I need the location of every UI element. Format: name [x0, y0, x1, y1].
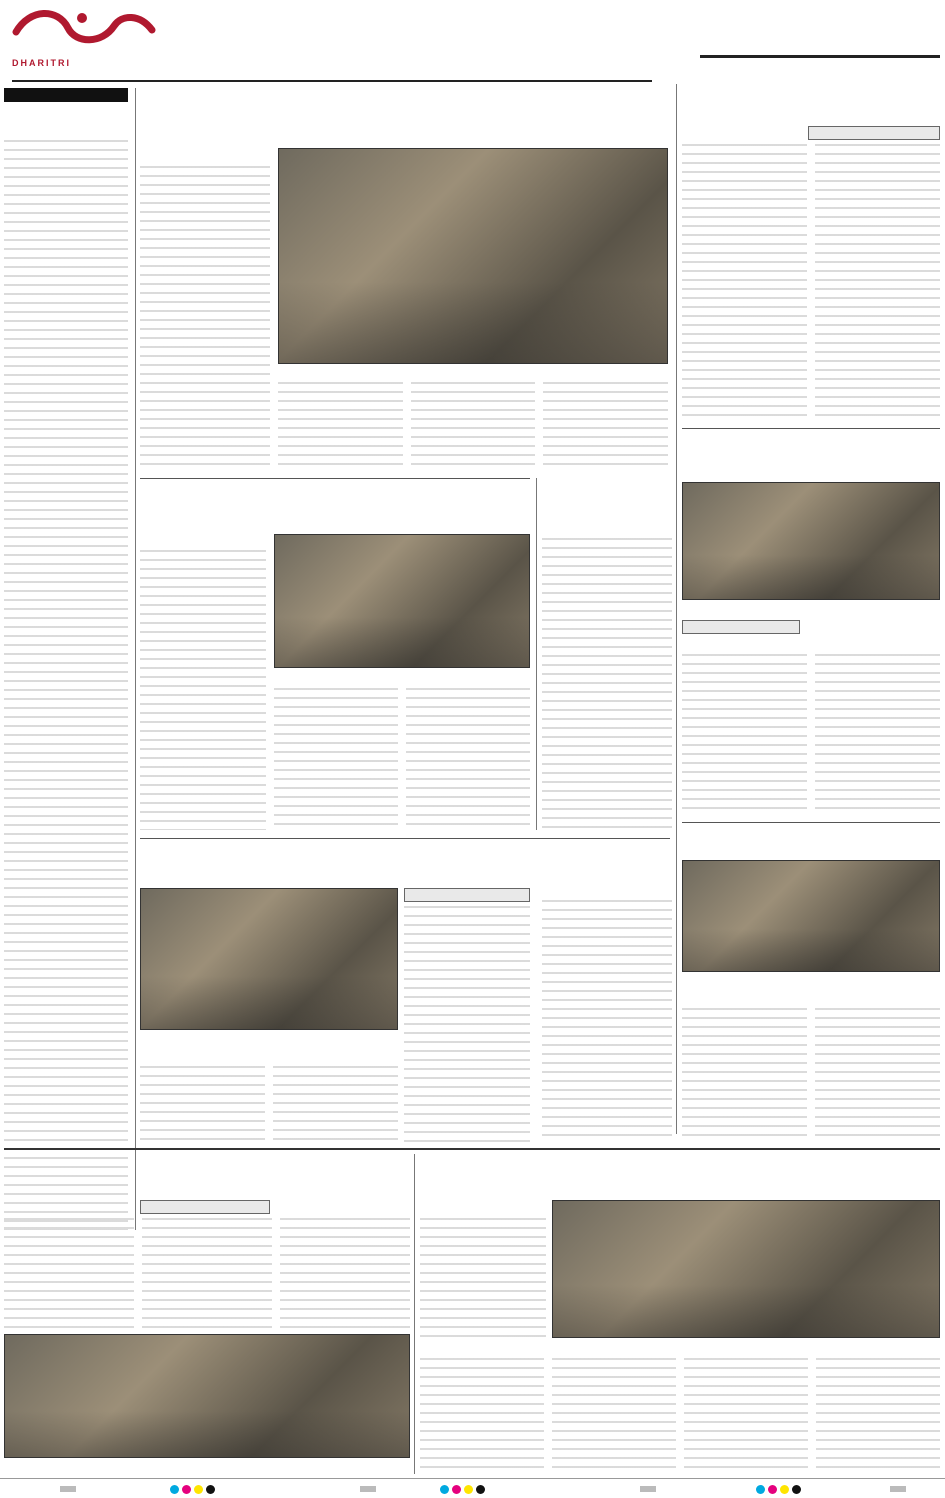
rule-disaster [536, 478, 537, 830]
subarnapur-photo [4, 1334, 410, 1458]
brief-headline [4, 108, 128, 136]
rule-college [682, 822, 940, 823]
epf-text-left [420, 1218, 546, 1338]
college-byline [682, 992, 806, 1004]
briefs-text [4, 140, 128, 1230]
violence-headline [140, 484, 530, 528]
farming-byline [682, 128, 802, 140]
epf-headline [420, 1154, 940, 1196]
farming-tag [808, 126, 940, 140]
story-violence [140, 484, 530, 830]
masthead [0, 0, 945, 68]
violence-caption [274, 672, 530, 684]
epf-text-columns [420, 1358, 940, 1474]
epf-photo [552, 1200, 940, 1338]
section-banner [700, 4, 940, 58]
story-college [682, 828, 940, 1142]
violence-photo [274, 534, 530, 668]
disaster-byline [542, 522, 672, 534]
champion-headline [140, 844, 530, 882]
workers-caption [278, 368, 668, 380]
workers-text-columns [278, 382, 668, 468]
college-photo [682, 860, 940, 972]
rule-bottom [4, 1148, 940, 1150]
rule-champion [140, 838, 670, 839]
story-epf [420, 1154, 940, 1474]
dateline [12, 70, 652, 82]
reg-dot-yellow [464, 1485, 473, 1494]
gopapur-caption [682, 604, 940, 616]
epf-byline [420, 1202, 546, 1214]
logo-subtitle: DHARITRI [12, 58, 71, 68]
story-gopapur [682, 434, 940, 816]
story-blood [542, 844, 672, 1142]
reg-dot-yellow [780, 1485, 789, 1494]
champion-text-right [404, 906, 530, 1142]
gopapur-photo [682, 482, 940, 600]
reg-dot-cyan [440, 1485, 449, 1494]
subarnapur-text-columns [4, 1218, 410, 1328]
reg-dot-cyan [170, 1485, 179, 1494]
reg-dot-magenta [452, 1485, 461, 1494]
farming-text-columns [682, 144, 940, 420]
farming-headline [682, 84, 940, 124]
champion-byline [140, 1050, 270, 1062]
workers-headline [140, 84, 670, 140]
blood-headline [542, 844, 672, 880]
reg-dot-cyan [756, 1485, 765, 1494]
reg-bar [640, 1486, 656, 1492]
college-text-columns [682, 1008, 940, 1142]
reg-dot-black [476, 1485, 485, 1494]
reg-bar [60, 1486, 76, 1492]
rule-epf [414, 1154, 415, 1474]
dharitri-logo [10, 4, 160, 54]
rule-right [676, 84, 677, 1134]
reg-bar [890, 1486, 906, 1492]
gopapur-byline [682, 638, 800, 650]
subarnapur-tag [140, 1200, 270, 1214]
violence-text-columns [274, 688, 530, 830]
subarnapur-headline [4, 1154, 410, 1196]
reg-dot-magenta [768, 1485, 777, 1494]
champion-text-columns [140, 1066, 398, 1142]
story-champion [140, 844, 530, 1142]
reg-dot-yellow [194, 1485, 203, 1494]
subarnapur-caption [4, 1460, 410, 1472]
registration-strip [0, 1478, 945, 1498]
violence-text-left [140, 550, 266, 830]
reg-bar [360, 1486, 376, 1492]
briefs-column [4, 88, 132, 1230]
disaster-headline [542, 484, 672, 518]
college-headline [682, 828, 940, 856]
story-subarnapur [4, 1154, 410, 1474]
subarnapur-byline [4, 1202, 134, 1214]
rule-violence [140, 478, 530, 479]
gopapur-text-columns [682, 654, 940, 816]
blood-byline [542, 884, 672, 896]
workers-text-left [140, 166, 270, 466]
epf-caption [420, 1342, 940, 1354]
champion-tag [404, 888, 530, 902]
reg-dot-black [206, 1485, 215, 1494]
briefs-label [4, 88, 128, 102]
champion-caption [140, 1034, 398, 1046]
reg-dot-black [792, 1485, 801, 1494]
story-disaster [542, 484, 672, 830]
disaster-text [542, 538, 672, 830]
workers-byline [140, 150, 270, 162]
reg-dot-magenta [182, 1485, 191, 1494]
college-caption [682, 976, 940, 988]
gopapur-tag [682, 620, 800, 634]
rule-left [135, 88, 136, 1230]
story-workers [140, 84, 670, 472]
rule-gopapur [682, 428, 940, 429]
violence-byline [140, 534, 270, 546]
gopapur-headline [682, 434, 940, 476]
champion-photo [140, 888, 398, 1030]
blood-text [542, 900, 672, 1142]
workers-photo [278, 148, 668, 364]
story-farming [682, 84, 940, 420]
